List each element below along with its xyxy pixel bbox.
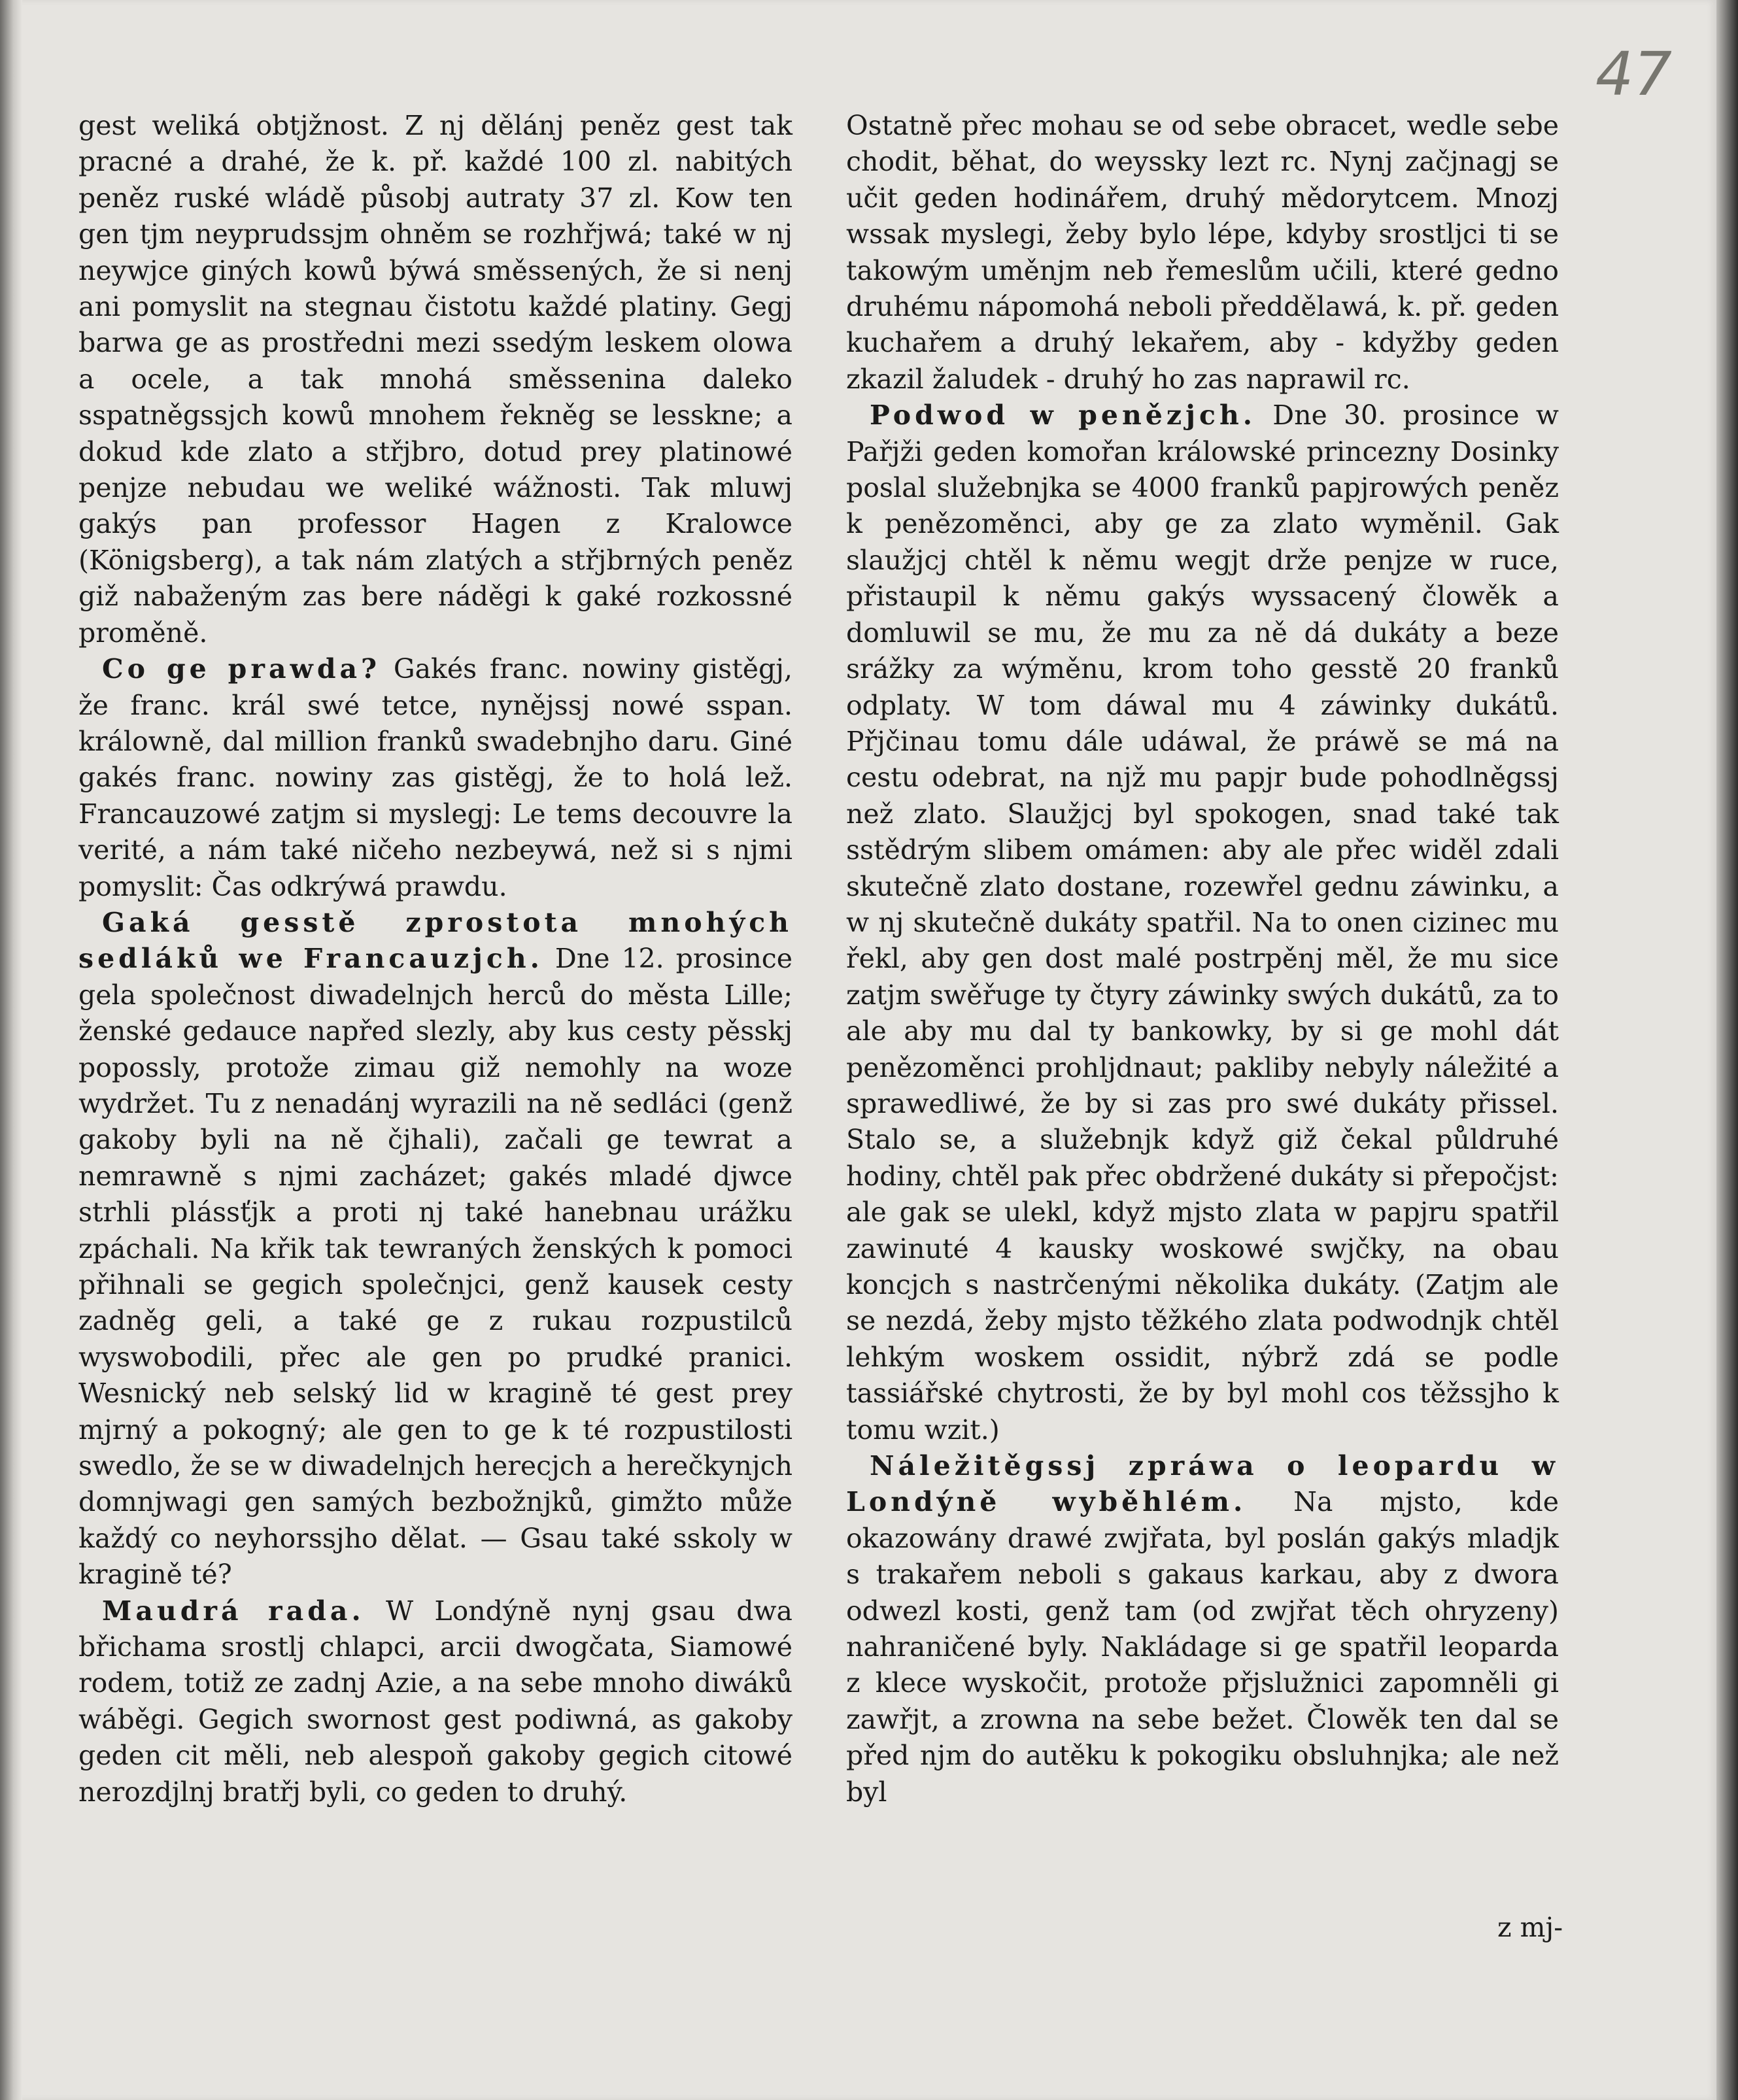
paragraph (846, 1448, 1559, 1810)
section-heading: Co ge prawda? (102, 653, 381, 685)
section-heading: Maudrá rada. (102, 1595, 365, 1627)
paragraph: gest weliká obtjžnost. Z nj dělánj peněz gest tak pracné a drahé, že k. př. každé 100 zl. nabitých peněz ruské wládě působj autraty 37 zl. Kow ten gen tjm neyprudssjm ohněm se rozhřjwá; také w nj neywjce giných kowů býwá směssených, že si nenj ani pomyslit na stegnau čistotu každé platiny. Gegj barwa ge as prostředni mezi ssedým leskem olowa a ocele, a tak mnohá směssenina daleko sspatněgssjch kowů mnohem řekněg se lesskne; a dokud kde zlato a střjbro, dotud prey platinowé penjze nebudau we weliké wážnosti. Tak mluwj gakýs pan professor Hagen z Kralowce (Königsberg), a tak nám zlatých a střjbrných peněz giž nabaženým zas bere náděgi k gaké rozkossné proměně. (78, 110, 792, 649)
paragraph-text: W Londýně nynj gsau dwa břichama srostlj chlapci, arcii dwogčata, Siamowé rodem, totiž ze zadnj Azie, a na sebe mnoho diwáků wáběgi. Gegich swornost gest podiwná, as gakoby geden cit měli, neb alespoň gakoby gegich citowé nerozdjlnj bratřj byli, co geden to druhý. (78, 1595, 792, 1808)
paragraph (78, 651, 792, 905)
page-edge-shadow (1716, 0, 1738, 2100)
left-column (78, 108, 792, 1810)
page-folio-number: 47 (1595, 39, 1673, 109)
paragraph-text: Gakés franc. nowiny gistěgj, že franc. král swé tetce, nynějssj nowé sspan. králowně, dal million franků swadebnjho daru. Giné gakés franc. nowiny zas gistěgj, že to holá lež. Francauzowé zatjm si myslegj: Le tems decouvre la verité, a nám také ničeho nezbeywá, než si s njmi pomyslit: Čas odkrýwá prawdu. (78, 653, 792, 902)
paragraph (78, 1593, 792, 1810)
paragraph-text: Dne 12. prosince gela společnost diwadelnjch herců do města Lille; ženské gedauce napřed slezly, aby kus cesty pěsskj popossly, protože zimau giž nemohly na woze wydržet. Tu z nenadánj wyrazili na ně sedláci (genž gakoby byli na ně čjhali), začali ge tewrat a nemrawně s njmi zacházet; gakés mladé djwce strhli plássťjk a proti nj také hanebnau urážku zpáchali. Na křik tak tewraných ženských k pomoci přihnali se gegich společnjci, genž kausek cesty zadněg geli, a také ge z rukau rozpustilců wyswobodili, přec ale gen po prudké pranici. Wesnický neb selský lid w kragině té gest prey mjrný a pokogný; ale gen to ge k té rozpustilosti swedlo, že se w diwadelnjch herecjch a herečkynjch domnjwagi gen samých bezbožnjků, gimžto může každý co neyhorssjho dělat. — Gsau také sskoly w kragině té? (78, 943, 792, 1591)
paragraph (78, 905, 792, 1593)
section-heading: Náležitěgssj zpráwa o leopardu w Londýně wyběhlém. (846, 1450, 1559, 1518)
page-gutter (0, 0, 22, 2100)
right-column (846, 108, 1559, 1810)
paragraph: Ostatně přec mohau se od sebe obracet, wedle sebe chodit, běhat, do weyssky lezt rc. Nynj začjnagj se učit geden hodinářem, druhý mědorytcem. Mnozj wssak myslegi, žeby bylo lépe, kdyby srostljci ti se takowým uměnjm neb řemeslům učili, které gedno druhému nápomohá neboli předdělawá, k. př. geden kuchařem a druhý lekařem, aby - kdyžby geden zkazil žaludek - druhý ho zas naprawil rc. (846, 110, 1559, 395)
catchword: z mj- (1497, 1912, 1563, 1943)
paragraph-text: Na mjsto, kde okazowány drawé zwjřata, byl poslán gakýs mladjk s trakařem neboli s gakaus karkau, aby z dwora odwezl kosti, genž tam (od zwjřat těch ohryzeny) nahraničené byly. Nakládage si ge spatřil leoparda z klece wyskočit, protože přjslužnici zapomněli gi zawřjt, a zrowna na sebe bežet. Člowěk ten dal se před njm do autěku k pokogiku obsluhnjka; ale než byl (846, 1486, 1559, 1808)
paragraph (846, 398, 1559, 1448)
section-heading: Podwod w penězjch. (870, 399, 1257, 432)
section-heading: Gaká gesstě zprostota mnohých sedláků we Francauzjch. (78, 906, 792, 975)
paragraph-text: Dne 30. prosince w Pařjži geden komořan králowské princezny Dosinky poslal služebnjka se 4000 franků papjrowých peněz k penězoměnci, aby ge za zlato wyměnil. Gak slaužjcj chtěl k němu wegjt drže penjze w ruce, přistaupil k němu gakýs wyssacený člowěk a domluwil se mu, že mu za ně dá dukáty a beze srážky za wýměnu, krom toho gesstě 20 franků odplaty. W tom dáwal mu 4 záwinky dukátů. Přjčinau tomu dále udáwal, že práwě se má na cestu odebrat, na njž mu papjr bude pohodlněgssj než zlato. Slaužjcj byl spokogen, snad také tak sstědrým slibem omámen: aby ale přec widěl zdali skutečně zlato dostane, rozewřel gednu záwinku, a w nj skutečně dukáty spatřil. Na to onen cizinec mu řekl, aby gen dost malé postrpěnj měl, že mu sice zatjm swěřuge ty čtyry záwinky swých dukátů, za to ale aby mu dal ty bankowky, by si ge mohl dát penězoměnci prohljdnaut; pakliby nebyly náležité a sprawedliwé, že by si zas pro swé dukáty přissel. Stalo se, a služebnjk když giž čekal půldruhé hodiny, chtěl pak přec obdržené dukáty si přepočjst: ale gak se ulekl, když mjsto zlata w papjru spatřil zawinuté 4 kausky woskowé swjčky, na obau koncjch s nastrčenými několika dukáty. (Zatjm ale se nezdá, žeby mjsto těžkého zlata podwodnjk chtěl lehkým woskem ossidit, nýbrž zdá se podle tassiářské chytrosti, že by byl mohl cos těžssjho k tomu wzit.) (846, 399, 1559, 1446)
